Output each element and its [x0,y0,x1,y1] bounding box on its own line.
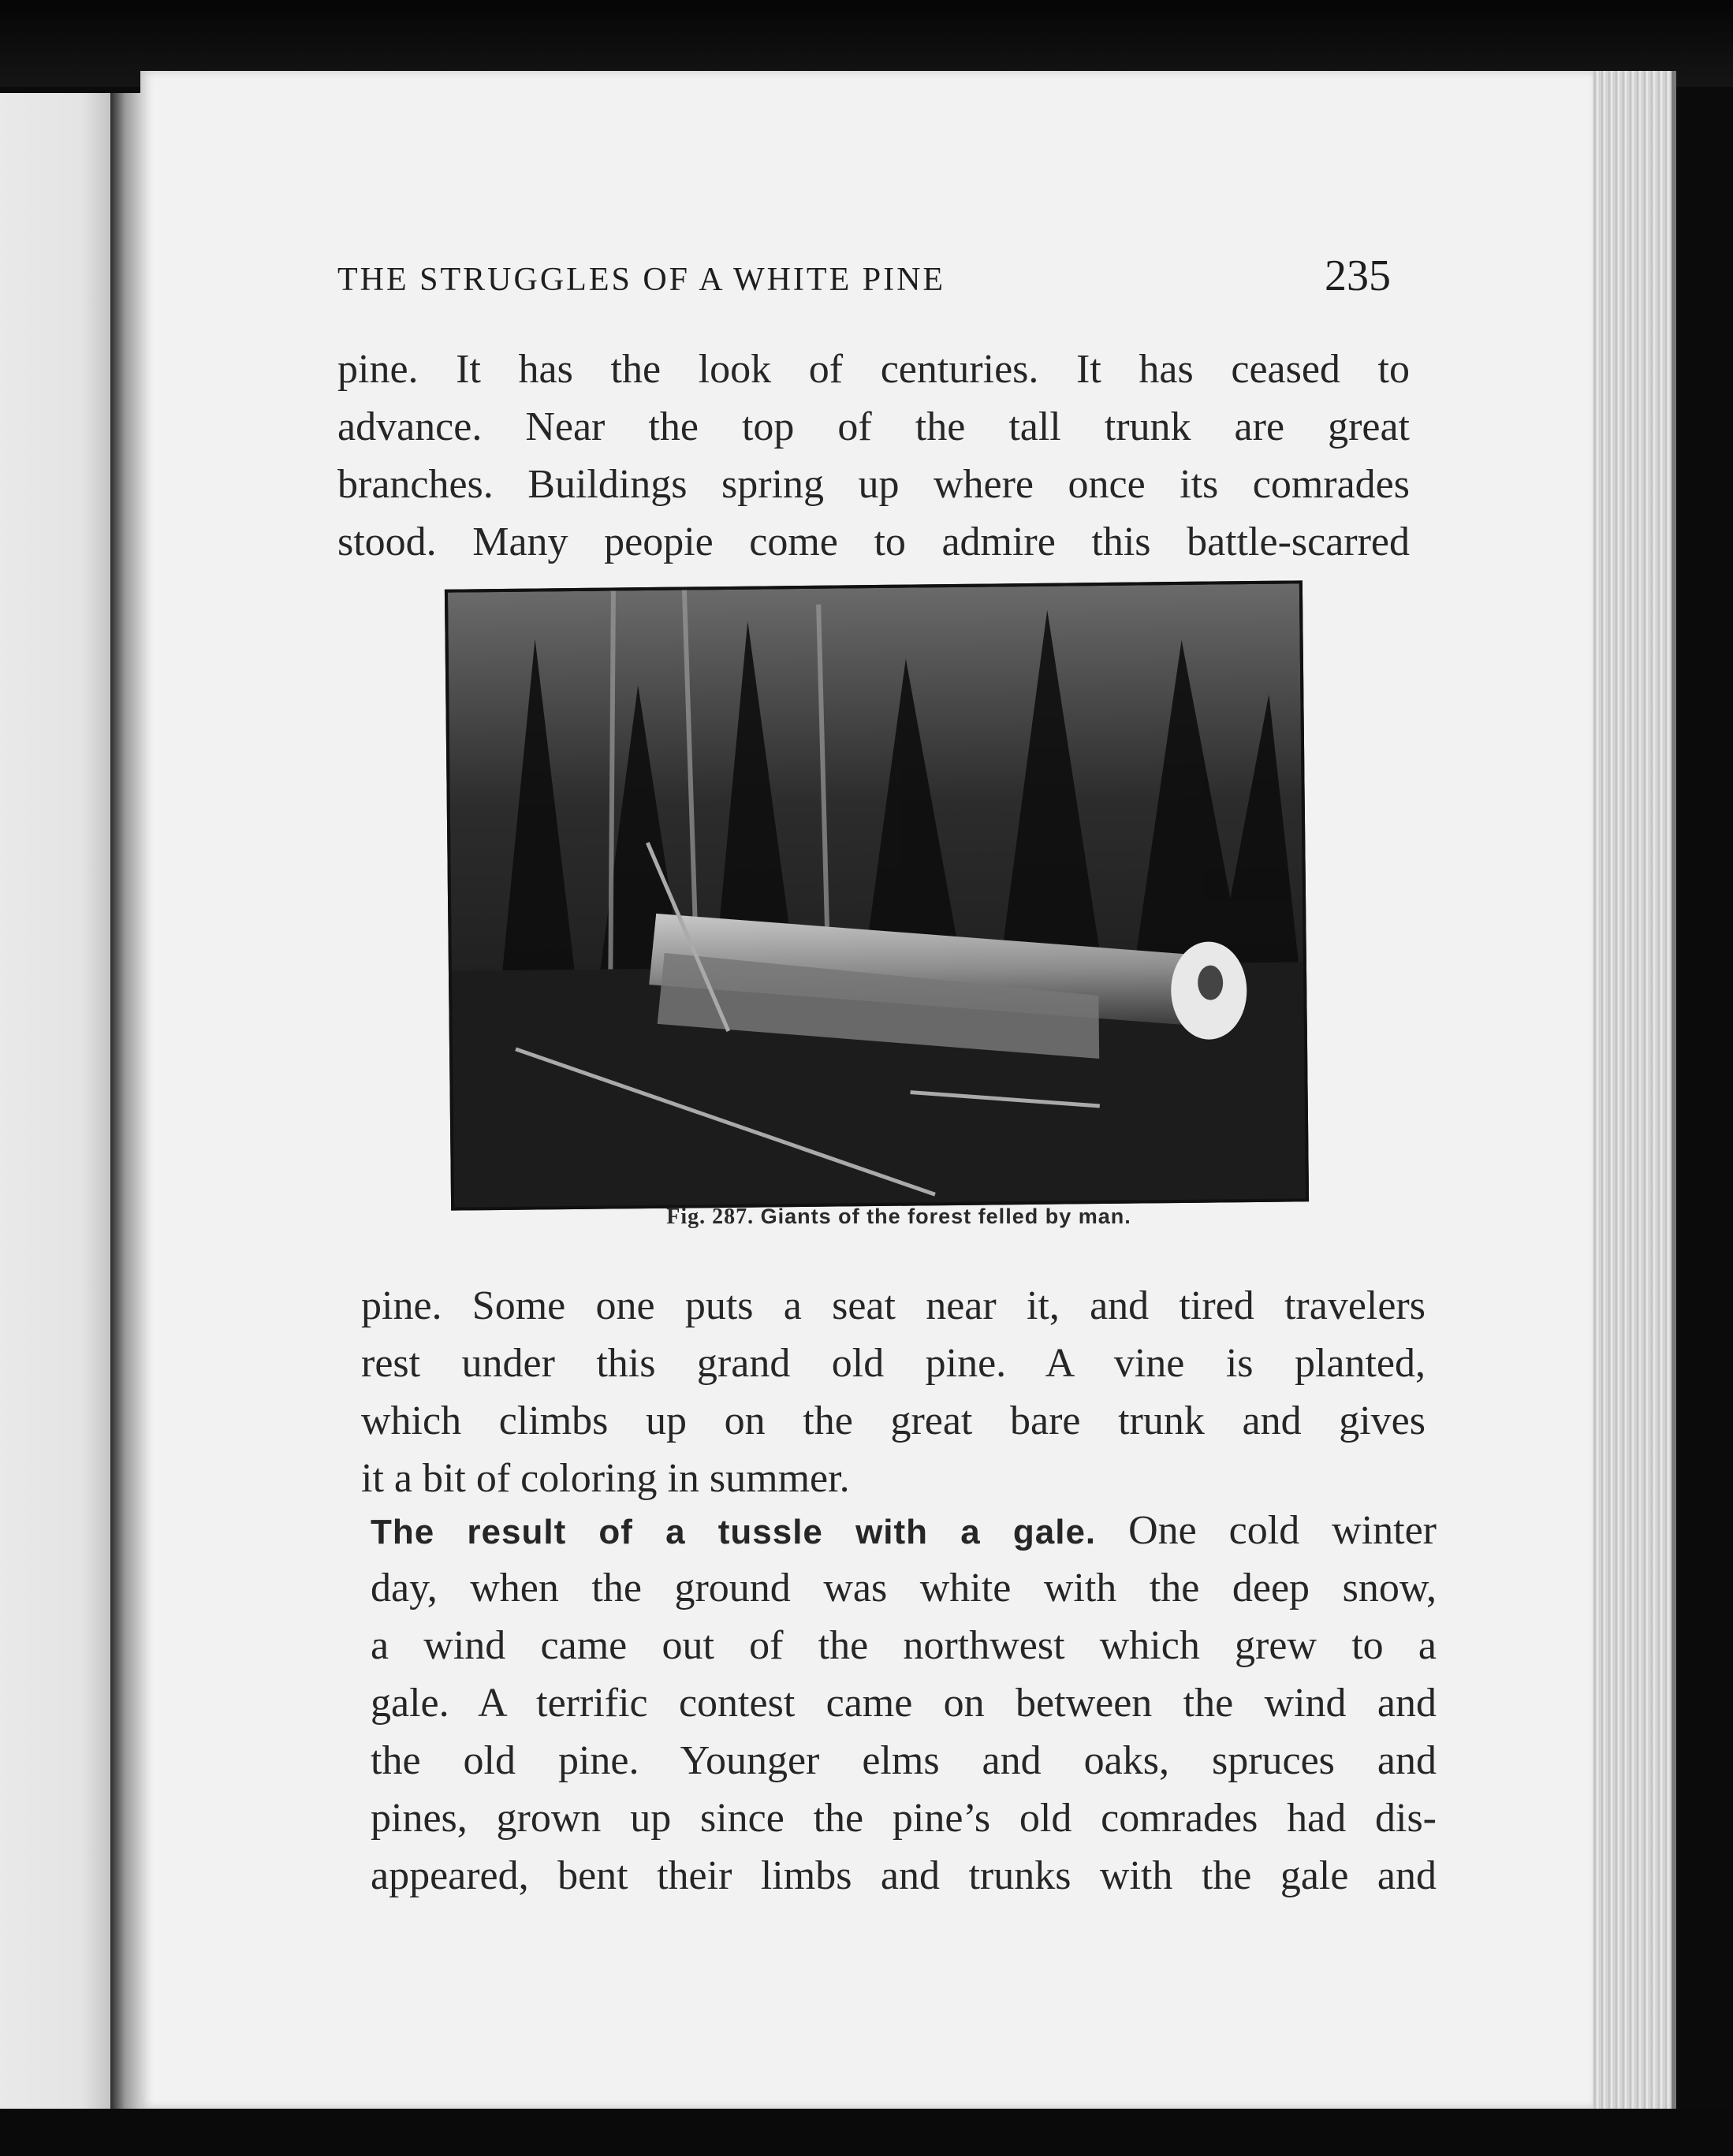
first-line-rest: One cold winter [1128,1508,1437,1553]
paragraph-2 [361,1277,1426,1507]
text-line: the old pine. Younger elms and oaks, spruces and [371,1738,1437,1783]
text-line: pines, grown up since the pine’s old comrades had dis- [371,1796,1437,1841]
text-line: day, when the ground was white with the deep snow, [371,1566,1437,1610]
text-line: a wind came out of the northwest which grew to a [371,1623,1437,1668]
running-head-title: THE STRUGGLES OF A WHITE PINE [337,262,946,298]
figure-caption-text: Giants of the forest felled by man. [760,1205,1131,1228]
page-number: 235 [1325,251,1391,300]
text-line: which climbs up on the great bare trunk and gives [361,1398,1426,1443]
text-line: appeared, bent their limbs and trunks with the gale and [371,1853,1437,1898]
figure-photo [445,580,1309,1210]
paragraph-1 [337,341,1410,571]
run-in-heading: The result of a tussle with a gale. [371,1513,1097,1551]
text-line-first [371,1502,1437,1559]
text-line: pine. It has the look of centuries. It has ceased to [337,347,1410,392]
text-line: branches. Buildings spring up where once its comrades [337,462,1410,507]
text-line: stood. Many peopie come to admire this battle-scarred [337,519,1410,564]
text-line: gale. A terrific contest came on between the wind and [371,1681,1437,1726]
figure-caption [583,1205,1214,1236]
page-edges [1593,71,1676,2109]
scanner-background-bottom [0,2109,1733,2156]
text-line: it a bit of coloring in summer. [361,1456,850,1501]
left-facing-page [0,93,117,2111]
figure-label: Fig. 287. [666,1205,755,1229]
text-line: rest under this grand old pine. A vine is planted, [361,1341,1426,1386]
book-gutter [110,93,143,2111]
text-line: advance. Near the top of the tall trunk are great [337,404,1410,449]
text-line: pine. Some one puts a seat near it, and tired travelers [361,1283,1426,1328]
running-head [337,251,1391,314]
felled-logs-photo-icon [448,583,1306,1207]
paragraph-3 [371,1502,1437,1905]
